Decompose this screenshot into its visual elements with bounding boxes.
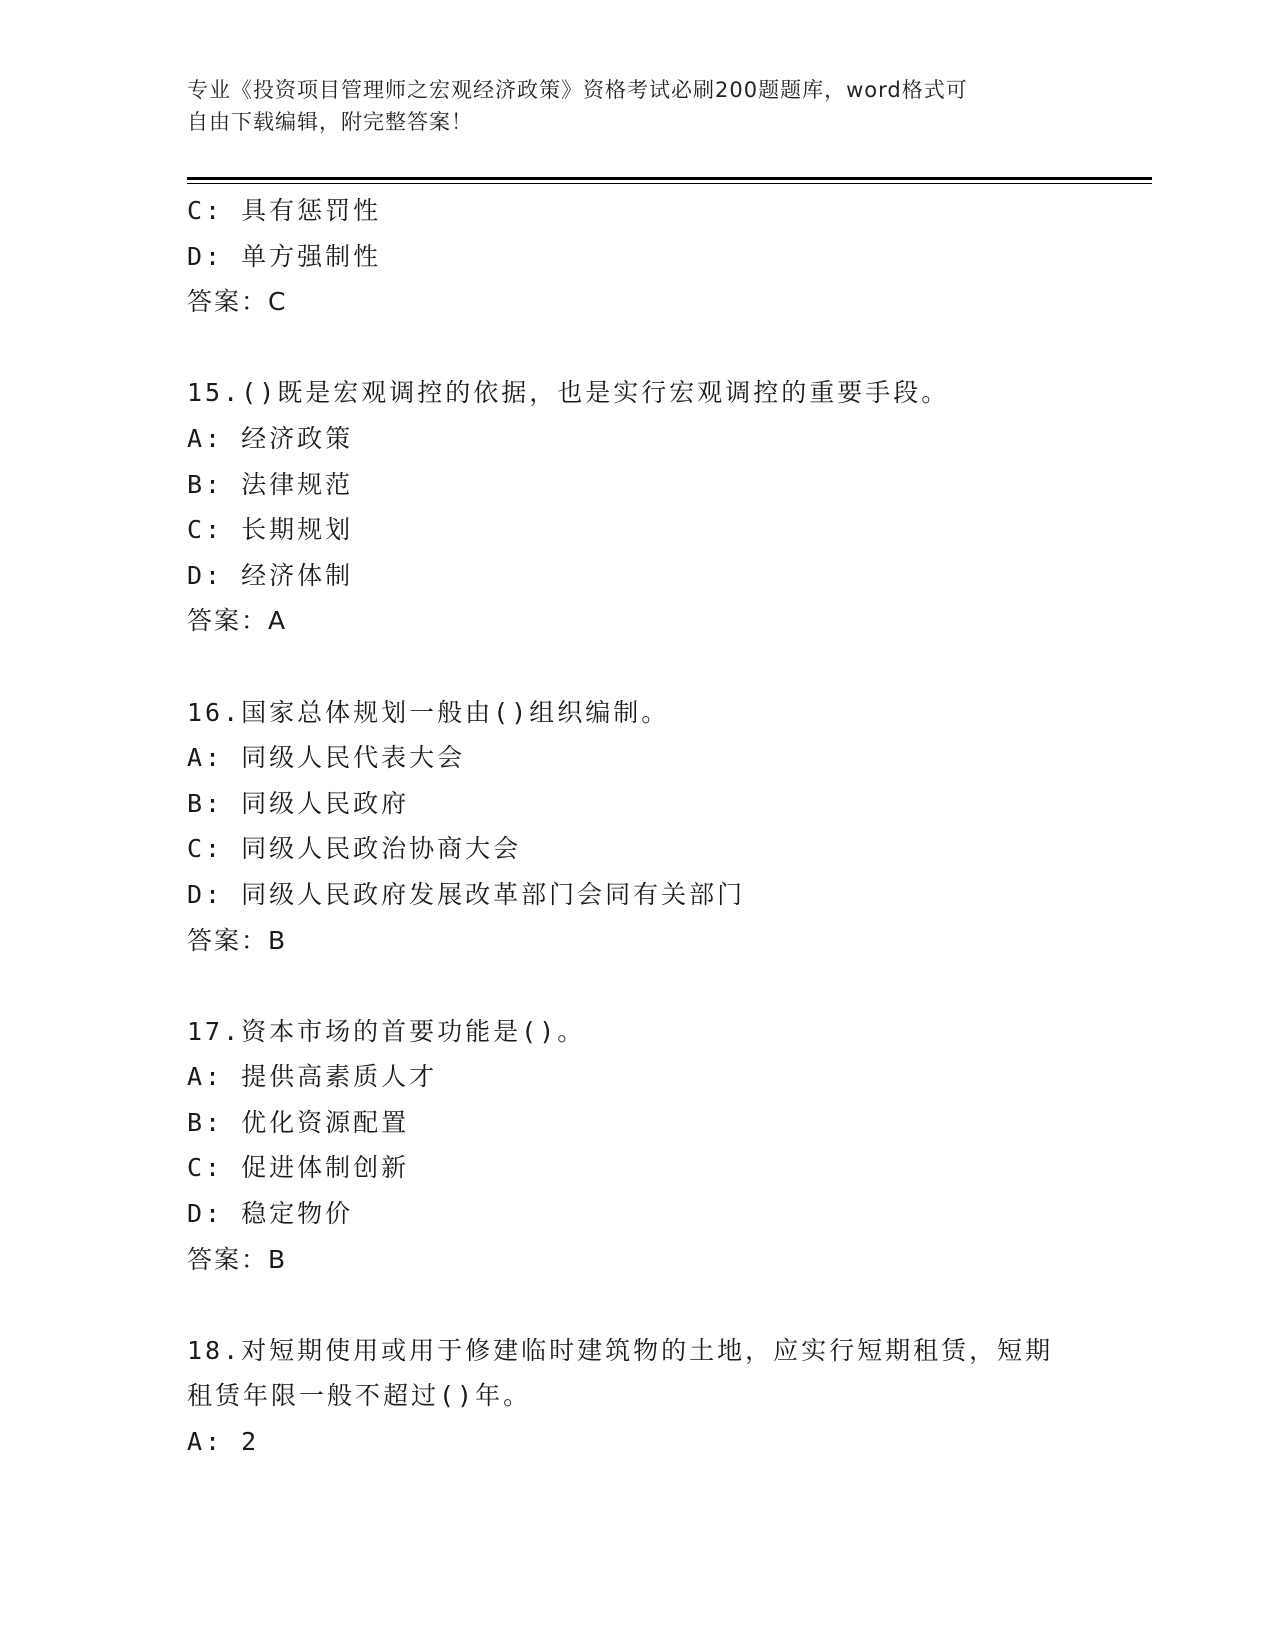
header-divider-thick	[187, 177, 1152, 180]
answer: 答案：C	[187, 287, 288, 317]
option-b: B: 法律规范	[187, 469, 354, 499]
option-a: A: 提供高素质人才	[187, 1062, 438, 1092]
option-a: A: 2	[187, 1427, 260, 1457]
question-list	[187, 188, 1147, 1465]
document-header	[187, 74, 1067, 138]
option-c: C: 具有惩罚性	[187, 196, 382, 225]
spacer	[187, 325, 1147, 371]
option-d: D: 单方强制性	[187, 241, 382, 271]
question-16	[187, 690, 1147, 964]
option-a: A: 同级人民代表大会	[187, 743, 466, 773]
question-stem-line2: 租赁年限一般不超过()年。	[187, 1381, 532, 1411]
question-14-continued	[187, 188, 1147, 325]
answer: 答案：B	[187, 1244, 288, 1274]
option-d: D: 同级人民政府发展改革部门会同有关部门	[187, 879, 746, 909]
question-18	[187, 1328, 1147, 1465]
option-b: B: 同级人民政府	[187, 788, 410, 818]
spacer	[187, 963, 1147, 1009]
option-c: C: 长期规划	[187, 515, 354, 545]
spacer	[187, 1282, 1147, 1328]
answer: 答案：B	[187, 925, 288, 955]
question-stem: 15.()既是宏观调控的依据，也是实行宏观调控的重要手段。	[187, 378, 950, 408]
question-15	[187, 370, 1147, 644]
option-c: C: 促进体制创新	[187, 1153, 410, 1183]
option-c: C: 同级人民政治协商大会	[187, 834, 522, 864]
question-stem: 17.资本市场的首要功能是()。	[187, 1016, 586, 1046]
question-stem-line1: 18.对短期使用或用于修建临时建筑物的土地，应实行短期租赁，短期	[187, 1335, 1054, 1365]
option-a: A: 经济政策	[187, 423, 354, 453]
header-divider-thin	[187, 183, 1152, 184]
option-d: D: 稳定物价	[187, 1199, 354, 1229]
question-stem: 16.国家总体规划一般由()组织编制。	[187, 697, 670, 727]
header-title-line1: 专业《投资项目管理师之宏观经济政策》资格考试必刷200题题库，word格式可	[187, 78, 968, 102]
header-title-line2: 自由下载编辑，附完整答案！	[187, 110, 473, 134]
answer: 答案：A	[187, 606, 288, 636]
spacer	[187, 644, 1147, 690]
option-d: D: 经济体制	[187, 560, 354, 590]
option-b: B: 优化资源配置	[187, 1107, 410, 1137]
question-17	[187, 1009, 1147, 1283]
